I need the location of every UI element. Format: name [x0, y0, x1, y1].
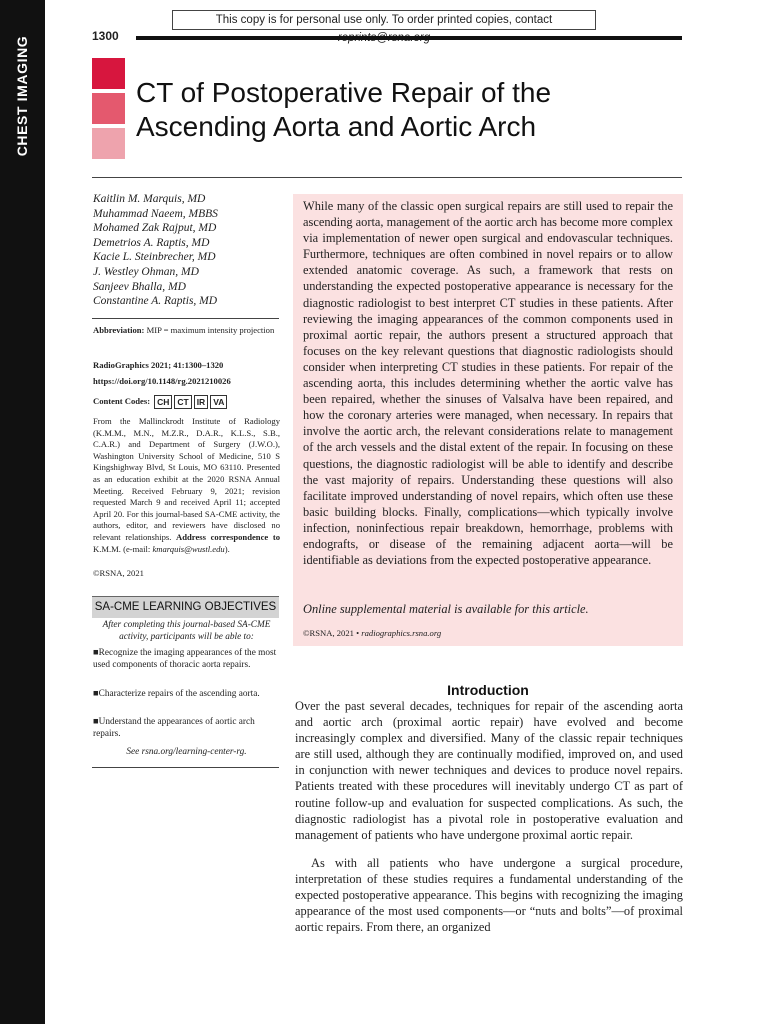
- page-number: 1300: [92, 29, 119, 43]
- author: Kacie L. Steinbrecher, MD: [93, 251, 216, 264]
- sa-cme-objective: [93, 716, 280, 740]
- content-codes: [93, 395, 280, 409]
- sa-cme-objective: [93, 688, 280, 700]
- abstract-text: While many of the classic open surgical repairs are still used to repair the ascending aorta, management of the aortic arch has become more complex via implementation of newer open surgical and endovascular techniques. Furthermore, techniques are often combined in novel repairs or to allow extended anatomic coverage. As such, a framework that rests on understanding the expected postoperative appearance is necessary for the diagnostic radiologist to best interpret CT studies in these patients. After reviewing the imaging appearances of the common components used in proximal aortic repair, the authors present a structured approach that focuses on the key relevant questions that diagnostic radiologists should consider when interpreting CT studies in these patients. For repair of the ascending aorta, this includes determining whether the aortic valve has been repaired, whether the sinuses of Valsalva have been repaired, and how the coronary arteries were managed, when necessary. In repairs that involve the aortic arch, the relevant considerations relate to management of the arch vessels and the distal extent of the repair. In focusing on these questions, the diagnostic radiologist will be able to identify and describe the vast majority of repairs. Understanding these questions will also facilitate improved understanding of novel repairs, which often use these basic building blocks. Finally, complications—which typically involve infection, noninfectious repair breakdown, hemorrhage, problems with endografts, or disease of the remaining adjacent aorta—will be identifiable as deviations from the expected postoperative appearance.: [303, 199, 673, 568]
- supplemental-note: Online supplemental material is available for this article.: [303, 602, 589, 616]
- bullet-square-icon: ■: [93, 689, 99, 699]
- objective-text: Characterize repairs of the ascending aorta.: [98, 689, 260, 699]
- bullet-square-icon: ■: [93, 648, 99, 658]
- author: Constantine A. Raptis, MD: [93, 295, 218, 308]
- objective-text: Recognize the imaging appearances of the most used components of thoracic aorta repairs.: [93, 648, 277, 670]
- copy-notice: [172, 10, 596, 30]
- abbreviation-label: Abbreviation:: [93, 325, 145, 335]
- content-codes-label: Content Codes:: [93, 396, 151, 407]
- content-code-badge: CH: [154, 395, 172, 409]
- objective-text: Understand the appearances of aortic arch repairs.: [93, 717, 255, 739]
- sa-cme-heading: SA-CME LEARNING OBJECTIVES: [92, 596, 279, 618]
- content-code-badge: IR: [194, 395, 209, 409]
- author: Muhammad Naeem, MBBS: [93, 207, 218, 220]
- citation: RadioGraphics 2021; 41:1300–1320: [93, 360, 224, 370]
- doi-link[interactable]: https://doi.org/10.1148/rg.2021210026: [93, 376, 231, 386]
- content-code-badge: CT: [174, 395, 191, 409]
- affiliation-text: From the Mallinckrodt Institute of Radiology (K.M.M., M.N., M.Z.R., D.A.R., K.L.S., S.B., C.A.R.) and Department of Surgery (J.W.O.), Washington University School of Medicine, 510 S Kingshighway Blvd, St Louis, MO 63110. Presented as an education exhibit at the 2020 RSNA Annual Meeting. Received February 9, 2021; revision requested March 9 and received April 11; accepted April 20. For this journal-based SA-CME activity, the authors, editor, and reviewers have disclosed no relevant relationships.: [93, 416, 280, 542]
- affiliation-note: [93, 416, 280, 555]
- article-title: CT of Postoperative Repair of the Ascending Aorta and Aortic Arch: [136, 77, 552, 142]
- copy-notice-text: This copy is for personal use only. To order printed copies, contact: [215, 14, 553, 26]
- left-column-rule: [92, 767, 279, 768]
- title-accent-square-light: [92, 128, 125, 159]
- abstract-copyright: [303, 628, 673, 638]
- author: J. Westley Ohman, MD: [93, 265, 199, 278]
- bullet-square-icon: ■: [93, 717, 99, 727]
- abbreviation-note: [93, 325, 280, 337]
- abstract-copyright-text: ©RSNA, 2021 •: [303, 628, 362, 638]
- introduction-heading: Introduction: [447, 682, 529, 698]
- body-paragraph: As with all patients who have undergone a surgical procedure, interpretation of these studies requires a fundamental understanding of the expected postoperative appearance. This begins with recognizing the imaging appearance of the most used components—or “nuts and bolts”—of proximal aortic repairs. From there, an organized: [295, 856, 683, 935]
- content-code-badge: VA: [210, 395, 227, 409]
- sa-cme-objective: [93, 647, 280, 671]
- header-rule: [136, 36, 682, 40]
- author: Mohamed Zak Rajput, MD: [93, 222, 217, 235]
- sa-cme-intro: After completing this journal-based SA-CME activity, participants will be able to:: [102, 620, 271, 642]
- title-accent-square-mid: [92, 93, 125, 124]
- author-list: [93, 192, 283, 309]
- address-close: ).: [224, 543, 230, 554]
- journal-site-link[interactable]: radiographics.rsna.org: [361, 628, 442, 638]
- title-rule: [92, 177, 682, 178]
- title-accent-square-dark: [92, 58, 125, 89]
- learning-center-link[interactable]: See rsna.org/learning-center-rg.: [126, 747, 247, 757]
- address-label: Address correspondence to: [176, 531, 280, 542]
- author: Kaitlin M. Marquis, MD: [93, 193, 206, 205]
- correspondence-email-link[interactable]: kmarquis@wustl.edu: [152, 543, 225, 554]
- address-text: K.M.M. (e-mail:: [93, 543, 153, 554]
- rsna-copyright: ©RSNA, 2021: [93, 568, 144, 578]
- author: Demetrios A. Raptis, MD: [93, 236, 210, 249]
- section-label: CHEST IMAGING: [14, 35, 30, 157]
- body-paragraph: Over the past several decades, techniques for repair of the ascending aorta and aortic arch (proximal aortic repair) have evolved and become increasingly complex and diversified. Many of the classic repair techniques are still used, although they are continually modified, improved on, and used in conjunction with newer techniques and devices to produce novel repairs. Patients treated with these procedures will inevitably undergo CT as part of routine follow-up and evaluation for suspected complications. As such, the diagnostic radiologist has a pivotal role in postoperative evaluation and management of patients who have undergone proximal aortic repair.: [295, 699, 683, 842]
- left-column-rule: [92, 318, 279, 319]
- section-band: [0, 0, 45, 1024]
- author: Sanjeev Bhalla, MD: [93, 280, 186, 293]
- abbreviation-text: MIP = maximum intensity projection: [144, 325, 275, 335]
